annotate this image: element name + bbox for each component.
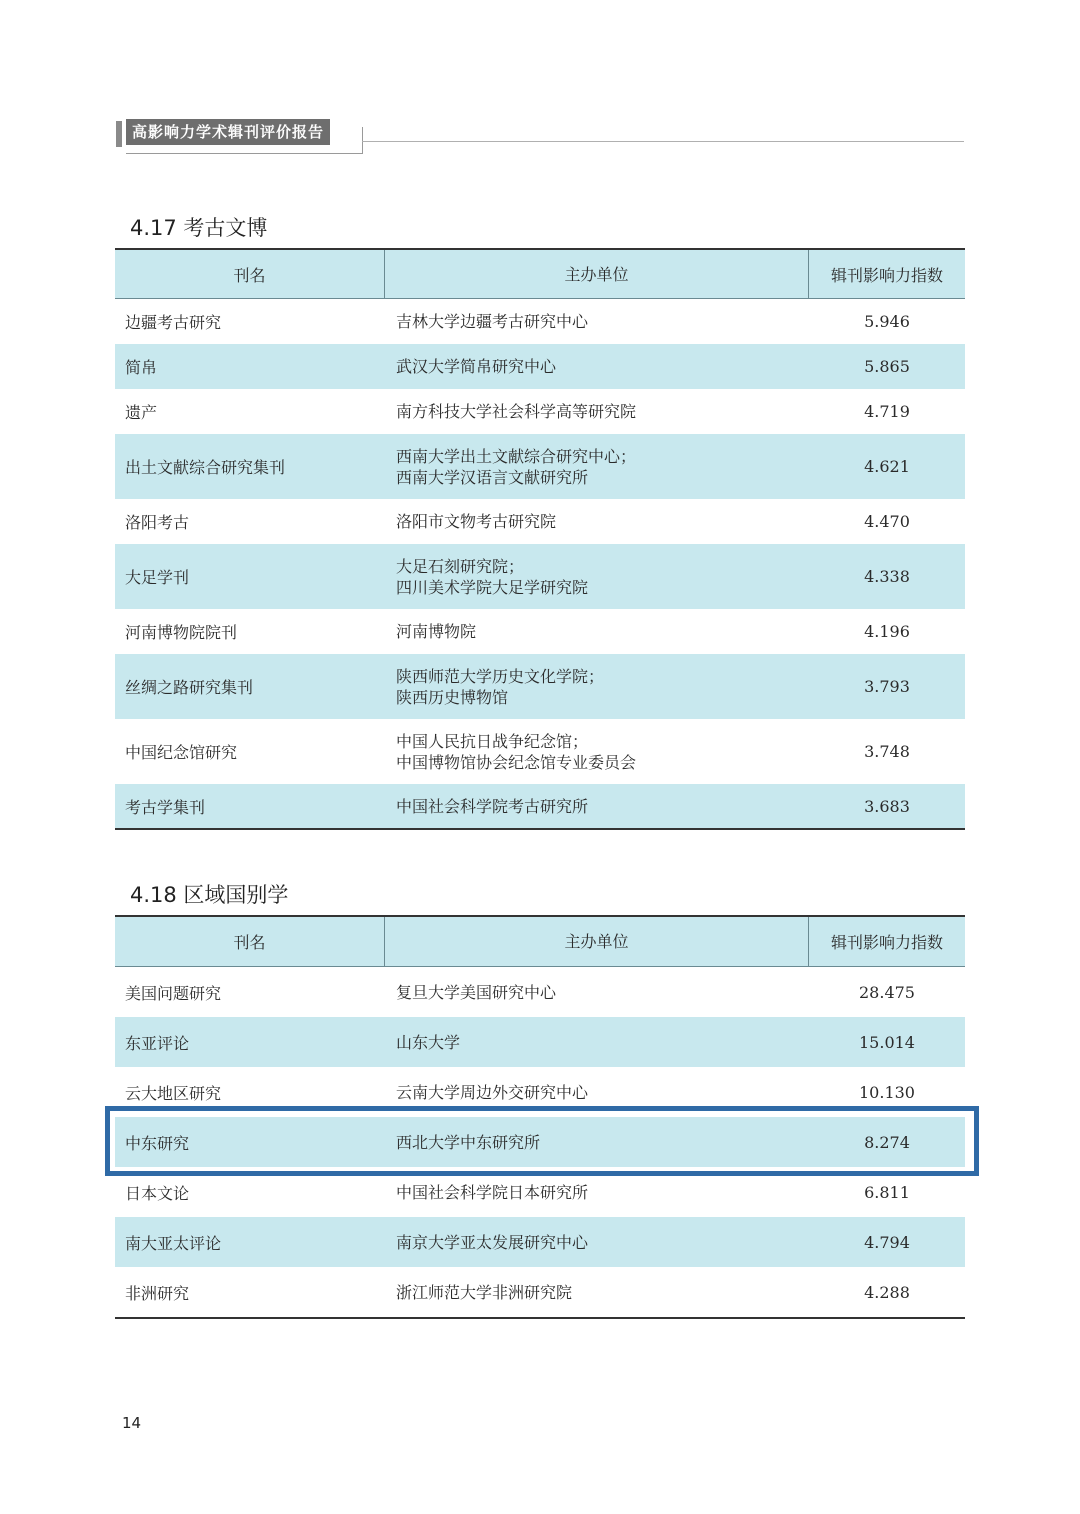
table-row [115,1117,965,1167]
table-row [115,1067,965,1117]
col-header-name: 刊名 [115,250,385,298]
host-org [385,544,809,609]
col-header-index: 辑刊影响力指数 [830,933,943,952]
impact-index: 3.748 [864,742,910,761]
impact-index: 8.274 [864,1132,910,1152]
table-row [115,1217,965,1267]
col-header-index: 辑刊影响力指数 [830,265,943,285]
host-org-line: 陕西师范大学历史文化学院； [396,666,605,686]
table-row [115,967,965,1017]
journal-name: 日本文论 [125,1183,190,1203]
page-number: 14 [122,1414,142,1432]
host-org: 浙江师范大学非洲研究院 [396,1282,573,1302]
table-row [115,389,965,434]
host-org [385,654,809,719]
impact-index: 10.130 [859,1082,915,1102]
table-row [115,299,965,344]
impact-index: 4.196 [864,622,910,641]
host-org: 武汉大学简帛研究中心 [396,357,557,376]
impact-index: 4.338 [864,567,910,586]
journal-name: 中国纪念馆研究 [125,743,238,762]
impact-index: 6.811 [864,1182,910,1202]
table-header [115,917,965,967]
table-row [115,434,965,499]
journal-name: 丝绸之路研究集刊 [125,678,254,697]
table-row [115,544,965,609]
journal-name: 边疆考古研究 [125,313,222,332]
report-title: 高影响力学术辑刊评价报告 [126,119,330,145]
table-row [115,784,965,828]
host-org: 复旦大学美国研究中心 [396,982,557,1002]
impact-index: 4.719 [864,402,910,421]
impact-index: 5.865 [864,357,910,376]
impact-index: 4.621 [864,457,910,476]
journal-name: 云大地区研究 [125,1083,222,1103]
host-org-line: 四川美术学院大足学研究院 [396,577,589,597]
host-org-line: 西南大学汉语言文献研究所 [396,467,589,487]
host-org-line: 中国博物馆协会纪念馆专业委员会 [396,752,637,772]
journal-name: 出土文献综合研究集刊 [125,458,286,477]
host-org: 西北大学中东研究所 [396,1132,541,1152]
journal-name: 东亚评论 [125,1033,190,1053]
table-row [115,654,965,719]
impact-index: 3.683 [864,796,910,816]
table-row [115,1167,965,1217]
impact-index: 28.475 [859,982,915,1002]
journal-name: 非洲研究 [125,1283,190,1303]
impact-index: 15.014 [859,1032,915,1052]
host-org: 南京大学亚太发展研究中心 [396,1232,589,1252]
journal-name: 遗产 [125,403,158,422]
table-row [115,719,965,784]
table-archaeology [115,248,965,830]
host-org: 南方科技大学社会科学高等研究院 [396,402,637,421]
journal-name: 简帛 [125,358,158,377]
section-title-archaeology: 4.17 考古文博 [130,216,268,240]
table-row [115,344,965,389]
table-row [115,1017,965,1067]
host-org-line: 西南大学出土文献综合研究中心； [396,446,637,466]
table-row [115,1267,965,1317]
host-org: 洛阳市文物考古研究院 [396,512,557,531]
host-org [385,434,809,499]
table-area-studies [115,915,965,1319]
host-org: 河南博物院 [396,622,477,641]
col-header-name: 刊名 [115,917,385,966]
host-org: 山东大学 [396,1032,461,1052]
impact-index: 4.288 [864,1282,910,1302]
journal-name: 大足学刊 [125,568,190,587]
header-rule [362,141,964,142]
host-org-line: 中国人民抗日战争纪念馆； [396,731,589,751]
col-header-org: 主办单位 [385,250,809,298]
host-org [385,719,809,784]
header-accent-bar [116,121,122,147]
host-org: 中国社会科学院日本研究所 [396,1182,589,1202]
impact-index: 4.794 [864,1232,910,1252]
journal-name: 考古学集刊 [125,797,206,817]
host-org-line: 陕西历史博物馆 [396,687,509,707]
host-org-line: 大足石刻研究院； [396,556,525,576]
impact-index: 4.470 [864,512,910,531]
table-row [115,609,965,654]
journal-name: 美国问题研究 [125,983,222,1003]
host-org: 云南大学周边外交研究中心 [396,1082,589,1102]
host-org: 吉林大学边疆考古研究中心 [396,312,589,331]
table-header [115,250,965,299]
host-org: 中国社会科学院考古研究所 [396,796,589,816]
impact-index: 3.793 [864,677,910,696]
journal-name: 河南博物院院刊 [125,623,238,642]
impact-index: 5.946 [864,312,910,331]
running-header [116,117,966,157]
journal-name: 中东研究 [125,1133,190,1153]
section-title-area-studies: 4.18 区域国别学 [130,883,289,907]
journal-name: 洛阳考古 [125,513,190,532]
col-header-org: 主办单位 [385,917,809,966]
table-row [115,499,965,544]
journal-name: 南大亚太评论 [125,1233,222,1253]
